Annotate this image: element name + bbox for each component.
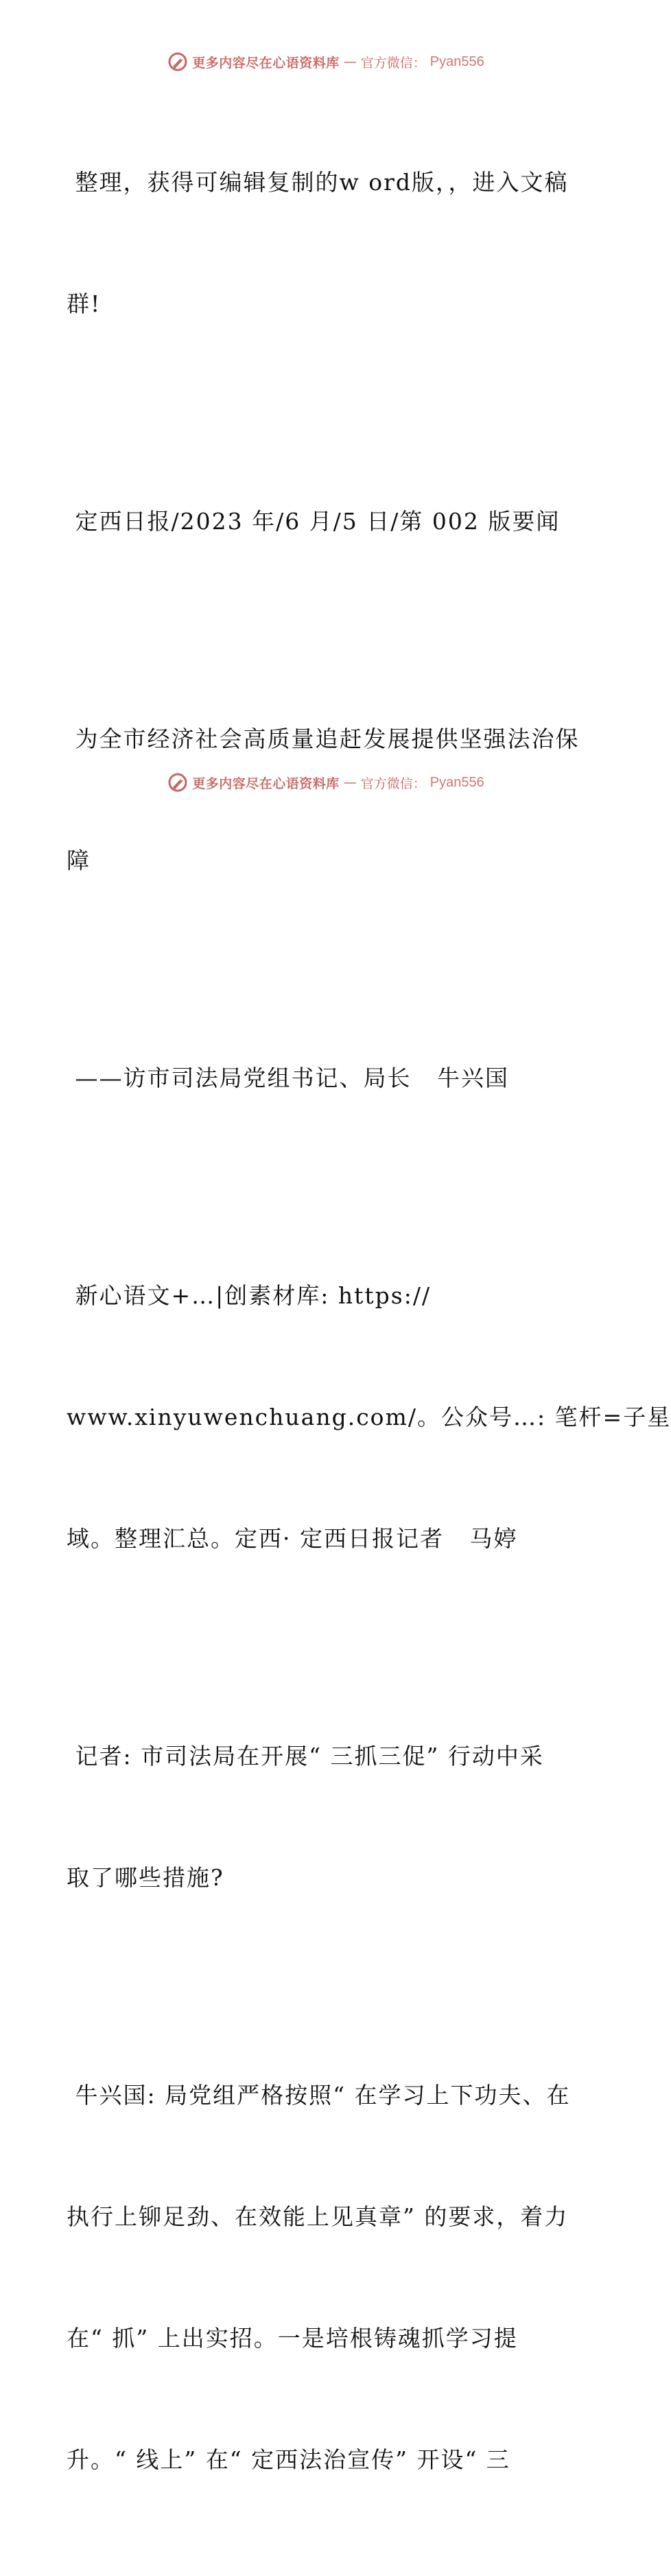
watermark-dash: —: [343, 54, 357, 69]
watermark-site-text: 更多内容尽在心语资料库: [192, 55, 340, 71]
watermark-wechat-label: 官方微信：: [360, 776, 426, 791]
paragraph-intro: [67, 81, 588, 405]
document-body: [67, 81, 671, 2576]
watermark-site-text: 更多内容尽在心语资料库: [192, 776, 340, 791]
paragraph-byline: [67, 1194, 671, 1640]
text-line: 障: [67, 847, 91, 874]
watermark-wechat-label: 官方微信：: [360, 55, 426, 71]
text-line: 域。整理汇总。定西· 定西日报记者 马婷: [67, 1525, 518, 1552]
watermark-wechat-id: Pyan556: [429, 54, 484, 69]
paragraph-question: [67, 1655, 588, 1979]
text-line: 牛兴国: 局党组严格按照“ 在学习上下功夫、在: [67, 2082, 571, 2109]
article-title: [67, 638, 588, 962]
text-line: 执行上铆足劲、在效能上见真章” 的要求，着力: [67, 2203, 569, 2230]
article-subtitle: [67, 977, 588, 1179]
pen-logo-icon: [167, 772, 188, 793]
text-line: www.xinyuwenchuang.com/。公众号…: 笔杆=子星: [67, 1404, 671, 1430]
text-line: 升。“ 线上” 在“ 定西法治宣传” 开设“ 三: [67, 2446, 510, 2473]
text-line: 记者: 市司法局在开展“ 三抓三促” 行动中采: [67, 1743, 544, 1769]
text-line: 新心语文+…|创素材库: https://: [67, 1282, 432, 1309]
text-line: 定西日报/2023 年/6 月/5 日/第 002 版要闻: [67, 508, 561, 535]
text-line: 群!: [67, 290, 102, 317]
pen-logo-icon: [167, 51, 188, 72]
header-watermark: [0, 48, 652, 76]
text-line: ——访市司法局党组书记、局长 牛兴国: [67, 1065, 509, 1091]
text-line: 取了哪些措施?: [67, 1864, 224, 1891]
footer-watermark: [0, 769, 652, 796]
text-line: 在“ 抓” 上出实招。一是培根铸魂抓学习提: [67, 2325, 518, 2352]
watermark-dash: —: [343, 775, 357, 790]
watermark-wechat-id: Pyan556: [429, 774, 484, 790]
text-line: 为全市经济社会高质量追赶发展提供坚强法治保: [67, 726, 580, 752]
paragraph-source: [67, 420, 588, 623]
paragraph-answer: [67, 1994, 588, 2561]
text-line: 整理，获得可编辑复制的w ord版，，进入文稿: [67, 169, 569, 196]
